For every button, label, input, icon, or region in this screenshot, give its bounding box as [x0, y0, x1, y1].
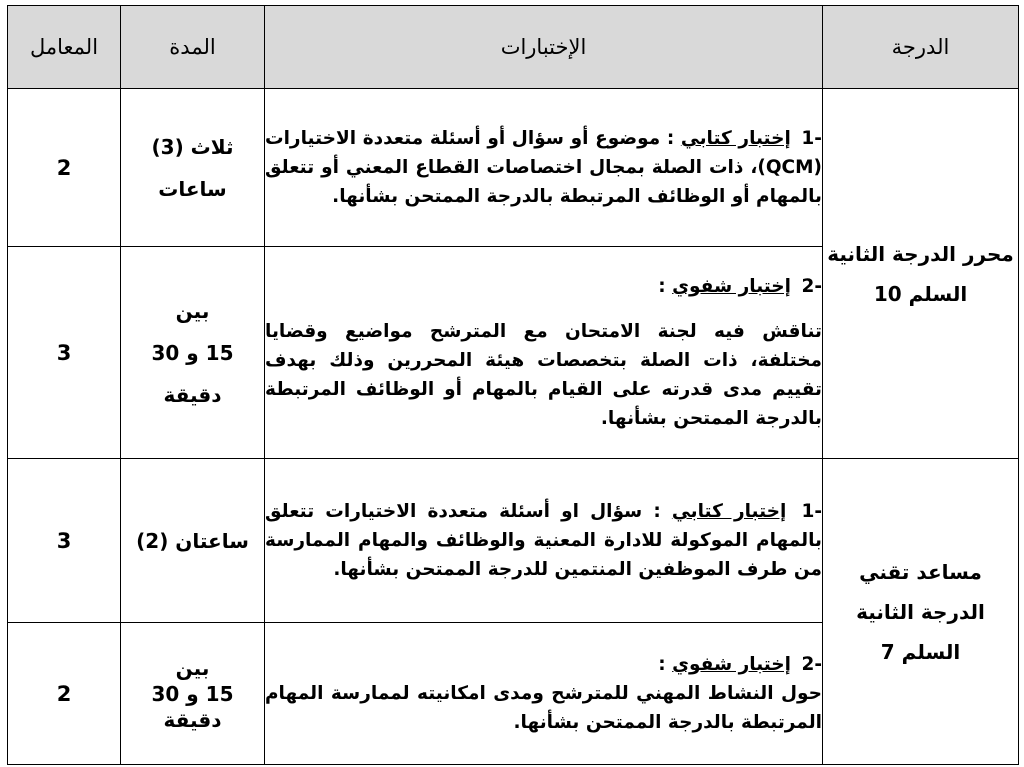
grade-line: السلم 7 — [880, 639, 961, 664]
header-coefficient: المعامل — [8, 6, 121, 89]
duration-cell — [121, 89, 265, 247]
test-description: سؤال او أسئلة متعددة الاختيارات تتعلق بالمهام الموكولة للادارة المعنية والوظائف والمهام الممارسة من طرف الموظفين المنتمين للدرجة الممتحن بشأنها. — [265, 501, 822, 580]
duration-cell — [121, 459, 265, 623]
duration-line: ساعتان (2) — [136, 528, 249, 553]
test-number: -1 — [801, 501, 823, 522]
duration-line: ثلاث (3) — [151, 134, 234, 159]
header-row — [8, 6, 1019, 89]
header-duration: المدة — [121, 6, 265, 89]
grade-line: الدرجة الثانية — [856, 599, 985, 624]
test-separator: : — [658, 654, 673, 675]
grade-line: السلم 10 — [873, 281, 968, 306]
test-separator: : — [642, 501, 672, 522]
test-type: إختبار شفوي — [672, 654, 791, 675]
test-cell — [265, 459, 823, 623]
header-tests: الإختبارات — [265, 6, 823, 89]
test-description: حول النشاط المهني للمترشح ومدى امكانيته لممارسة المهام المرتبطة بالدرجة الممتحن بشأنها. — [265, 683, 822, 733]
coefficient-cell: 3 — [8, 247, 121, 459]
grade-cell — [823, 89, 1019, 459]
test-separator: : — [660, 128, 681, 149]
duration-cell — [121, 247, 265, 459]
duration-line: دقيقة — [163, 707, 222, 732]
exam-table — [7, 5, 1019, 765]
duration-line: بين — [175, 298, 210, 323]
duration-line: دقيقة — [163, 382, 222, 407]
header-grade: الدرجة — [823, 6, 1019, 89]
test-cell — [265, 623, 823, 765]
duration-line: 15 و 30 — [151, 340, 234, 365]
table-row — [8, 459, 1019, 623]
grade-line: محرر الدرجة الثانية — [827, 241, 1014, 266]
test-separator: : — [658, 276, 673, 297]
duration-line: بين — [175, 655, 210, 680]
test-cell — [265, 247, 823, 459]
coefficient-cell: 2 — [8, 623, 121, 765]
test-number: -2 — [801, 654, 822, 675]
coefficient-cell: 3 — [8, 459, 121, 623]
test-description: تناقش فيه لجنة الامتحان مع المترشح مواضيع وقضايا مختلفة، ذات الصلة بتخصصات هيئة المحررين وذلك بهدف تقييم مدى قدرته على القيام بالمهام أو الوظائف المرتبطة بالدرجة الممتحن بشأنها. — [265, 321, 822, 429]
test-type: إختبار كتابي — [680, 128, 791, 149]
test-type: إختبار شفوي — [672, 276, 791, 297]
grade-cell — [823, 459, 1019, 765]
duration-line: 15 و 30 — [151, 681, 234, 706]
table-row — [8, 89, 1019, 247]
test-number: -1 — [801, 128, 822, 149]
test-number: -2 — [801, 276, 822, 297]
duration-cell — [121, 623, 265, 765]
duration-line: ساعات — [158, 176, 227, 201]
test-description: موضوع أو سؤال أو أسئلة متعددة الاختيارات (QCM)، ذات الصلة بمجال اختصاصات القطاع المعني أو تتعلق بالمهام أو الوظائف المرتبطة بالدرجة الممتحن بشأنها. — [265, 128, 822, 207]
test-type: إختبار كتابي — [671, 501, 787, 522]
grade-line: مساعد تقني — [859, 559, 982, 584]
coefficient-cell: 2 — [8, 89, 121, 247]
test-cell — [265, 89, 823, 247]
